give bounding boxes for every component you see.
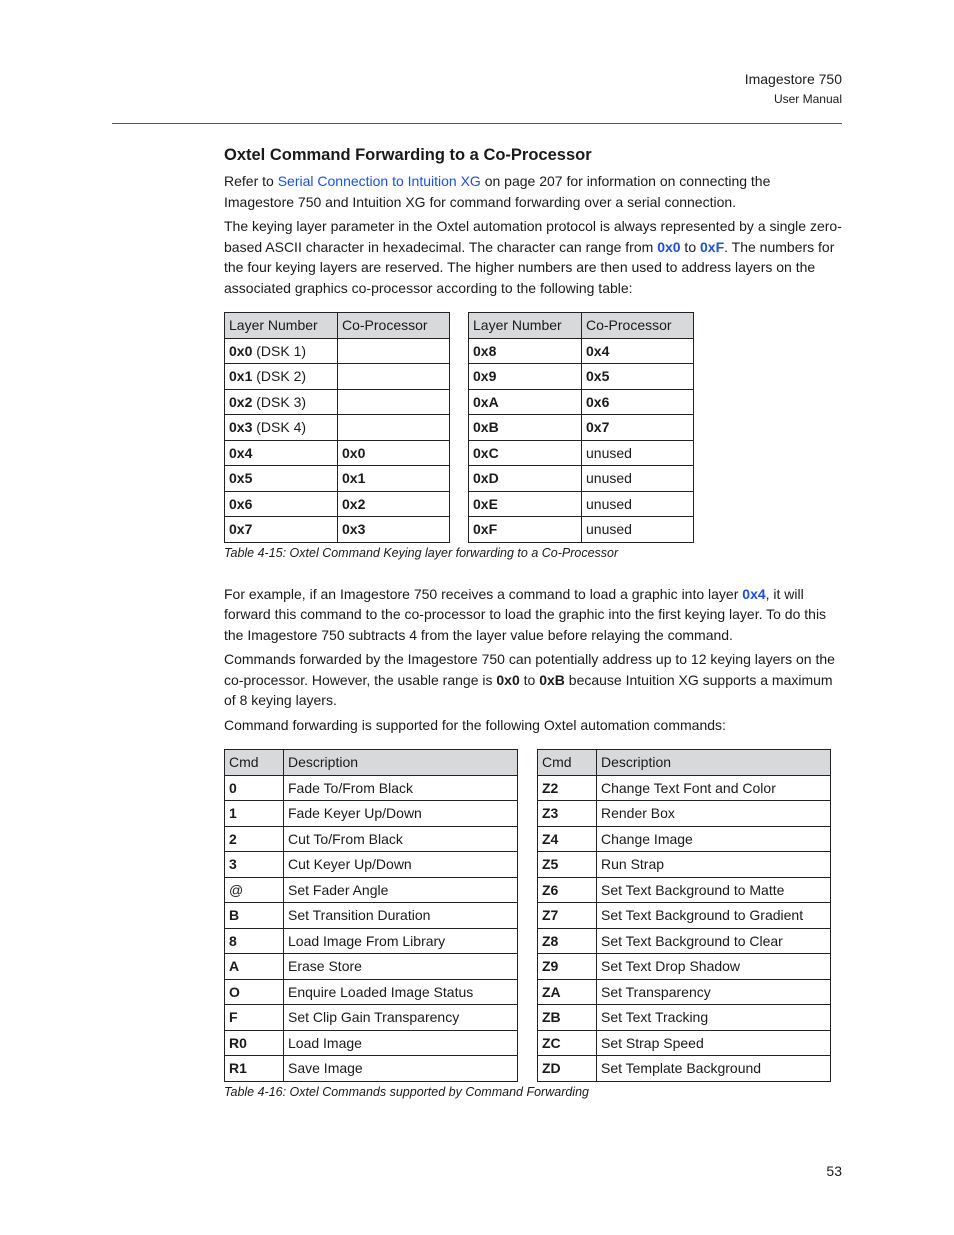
cell-value: 1 (229, 805, 237, 822)
cell-value: ZC (542, 1034, 561, 1051)
table-cell (225, 954, 284, 980)
cell-value: 0x7 (229, 521, 253, 538)
col-cmd: Cmd (538, 750, 597, 776)
table-cell (469, 491, 582, 517)
keying-text: The keying layer parameter in the Oxtel automation protocol is always represented by a single zero-based ASCII character in hexadecimal. The character can range from (224, 218, 842, 255)
cell-note: Enquire Loaded Image Status (288, 983, 474, 1000)
table-row (469, 364, 694, 390)
intro-text: Refer to (224, 173, 278, 189)
table-cell (597, 852, 831, 878)
table-cell (538, 877, 597, 903)
cell-value: 2 (229, 830, 237, 847)
table-cell (582, 466, 694, 492)
table-cell (597, 775, 831, 801)
table-cell (284, 826, 518, 852)
cell-value: 0x9 (473, 368, 497, 385)
cell-value: 0x3 (342, 521, 366, 538)
cell-value: @ (229, 881, 244, 898)
cell-note: Set Transition Duration (288, 907, 431, 924)
layer-table-right (468, 312, 694, 543)
cell-note: (DSK 1) (252, 342, 307, 359)
table-row (225, 928, 518, 954)
cell-value: B (229, 907, 240, 924)
table-cell (469, 440, 582, 466)
table-row (225, 517, 450, 543)
table-cell (582, 338, 694, 364)
cell-note: Set Text Drop Shadow (601, 958, 741, 975)
col-cmd: Cmd (225, 750, 284, 776)
table-cell (225, 928, 284, 954)
cell-value: 0x5 (229, 470, 253, 487)
intro-text-rest: on page 207 for information on connecting the Imagestore 750 and Intuition XG for command forwarding over a serial connection. (224, 173, 771, 210)
range-text: Commands forwarded by the Imagestore 750 can potentially address up to 12 keying layers on the co-processor. However, the usable range is (224, 651, 835, 688)
table-cell (538, 801, 597, 827)
cell-value: unused (586, 521, 632, 538)
cell-value: 8 (229, 932, 237, 949)
table-row (538, 775, 831, 801)
cell-note: Cut Keyer Up/Down (288, 856, 412, 873)
table-cell (597, 954, 831, 980)
cell-value: unused (586, 495, 632, 512)
table-row (225, 1030, 518, 1056)
table-row (538, 826, 831, 852)
table-cell (597, 801, 831, 827)
table-cell (225, 903, 284, 929)
table-cell (225, 415, 338, 441)
table-cell (338, 338, 450, 364)
cell-value: 0x7 (586, 419, 610, 436)
table-cell (284, 928, 518, 954)
cell-value: 0xC (473, 444, 499, 461)
cell-value: 0xD (473, 470, 499, 487)
table-cell (225, 1030, 284, 1056)
table-caption: Table 4-16: Oxtel Commands supported by Command Forwarding (224, 1084, 589, 1099)
table-row (469, 415, 694, 441)
table-cell (284, 852, 518, 878)
cell-note: Run Strap (601, 856, 665, 873)
cell-note: Set Clip Gain Transparency (288, 1009, 460, 1026)
cell-note: Set Template Background (601, 1060, 762, 1077)
table-cell (538, 1005, 597, 1031)
cell-note: Fade Keyer Up/Down (288, 805, 422, 822)
table-cell (338, 389, 450, 415)
table-cell (582, 491, 694, 517)
table-cell (582, 440, 694, 466)
hex-range-end: 0xB (539, 671, 565, 688)
cell-value: 0x8 (473, 342, 497, 359)
hex-range-start: 0x0 (496, 671, 520, 688)
table-cell (338, 466, 450, 492)
table-row (538, 852, 831, 878)
cell-note: Fade To/From Black (288, 779, 414, 796)
table-cell (225, 364, 338, 390)
cell-note: Set Strap Speed (601, 1034, 704, 1051)
cell-note: Cut To/From Black (288, 830, 403, 847)
table-cell (225, 775, 284, 801)
table-cell (469, 517, 582, 543)
table-cell (538, 852, 597, 878)
cell-value: 0xE (473, 495, 498, 512)
cell-value: 0xF (473, 521, 498, 538)
table-cell (338, 517, 450, 543)
table-row (538, 1030, 831, 1056)
table-cell (597, 1056, 831, 1082)
cell-value: 0x2 (342, 495, 366, 512)
cell-value: ZA (542, 983, 561, 1000)
table-cell (225, 466, 338, 492)
cell-value: Z4 (542, 830, 559, 847)
cell-value: 0x6 (229, 495, 253, 512)
cell-value: Z5 (542, 856, 559, 873)
cell-note: Change Text Font and Color (601, 779, 776, 796)
table-cell (338, 491, 450, 517)
cell-note: Set Text Background to Matte (601, 881, 785, 898)
col-description: Description (597, 750, 831, 776)
cell-value: 0xA (473, 393, 499, 410)
table-cell (582, 517, 694, 543)
table-cell (284, 1005, 518, 1031)
table-row (225, 877, 518, 903)
table-cell (284, 801, 518, 827)
table-cell (338, 440, 450, 466)
hex-0xF: 0xF (700, 238, 725, 255)
table-row (538, 928, 831, 954)
table-cell (225, 338, 338, 364)
range-to: to (519, 671, 540, 688)
cell-value: 0x1 (342, 470, 366, 487)
col-layer-number: Layer Number (225, 313, 338, 339)
command-table-right (537, 749, 831, 1082)
table-cell (225, 389, 338, 415)
table-row (538, 1005, 831, 1031)
cell-value: 0x1 (229, 368, 253, 385)
table-row (225, 801, 518, 827)
cell-value: 0x0 (342, 444, 366, 461)
page-number: 53 (826, 1163, 842, 1179)
col-co-processor: Co-Processor (582, 313, 694, 339)
cell-note: Set Fader Angle (288, 881, 389, 898)
cell-note: Erase Store (288, 958, 362, 975)
document-subtitle: User Manual (773, 92, 842, 106)
table-cell (538, 1030, 597, 1056)
table-cell (597, 1030, 831, 1056)
table-cell (469, 338, 582, 364)
table-cell (538, 903, 597, 929)
cell-value: 0x5 (586, 368, 610, 385)
cell-value: Z8 (542, 932, 559, 949)
cell-value: R0 (229, 1034, 247, 1051)
example-paragraph (224, 584, 842, 646)
table-cell (284, 877, 518, 903)
table-row (225, 903, 518, 929)
table-cell (284, 979, 518, 1005)
table-row (538, 954, 831, 980)
hex-0x0: 0x0 (657, 238, 681, 255)
cell-note: (DSK 4) (252, 419, 307, 436)
page-content (224, 146, 842, 1099)
table-cell (538, 1056, 597, 1082)
table-row (469, 517, 694, 543)
table-cell (284, 1056, 518, 1082)
range-paragraph (224, 649, 842, 711)
table-cell (538, 979, 597, 1005)
table-row (225, 466, 450, 492)
cell-value: Z6 (542, 881, 559, 898)
command-table-left (224, 749, 518, 1082)
table-row (225, 954, 518, 980)
table-row (469, 466, 694, 492)
table-cell (225, 1056, 284, 1082)
cell-value: Z9 (542, 958, 559, 975)
table-cell (538, 954, 597, 980)
table-cell (338, 364, 450, 390)
col-co-processor: Co-Processor (338, 313, 450, 339)
table-cell (225, 979, 284, 1005)
table-row (225, 338, 450, 364)
table-row (225, 826, 518, 852)
cell-value: 0x3 (229, 419, 253, 436)
table-row (225, 1056, 518, 1082)
table-cell (538, 928, 597, 954)
table-row (225, 852, 518, 878)
cell-note: (DSK 3) (252, 393, 307, 410)
table-cell (284, 954, 518, 980)
table-cell (284, 775, 518, 801)
table-cell (469, 364, 582, 390)
cell-value: unused (586, 470, 632, 487)
table-cell (597, 826, 831, 852)
keying-text-rest: . The numbers for the four keying layers are reserved. The higher numbers are then used to address layers on the associated graphics co-processor according to the following table: (224, 238, 835, 296)
table-cell (225, 801, 284, 827)
table-cell (225, 440, 338, 466)
table-row (538, 1056, 831, 1082)
table-row (225, 440, 450, 466)
table-row (538, 801, 831, 827)
table-row (469, 338, 694, 364)
cell-note: Set Text Background to Gradient (601, 907, 804, 924)
cell-value: ZB (542, 1009, 561, 1026)
table-cell (225, 1005, 284, 1031)
cell-note: Set Text Background to Clear (601, 932, 783, 949)
table-cell (225, 491, 338, 517)
cell-note: Render Box (601, 805, 675, 822)
cell-value: 0x0 (229, 342, 253, 359)
table-row (538, 877, 831, 903)
table-cell (225, 877, 284, 903)
cell-value: unused (586, 444, 632, 461)
table-cell (284, 1030, 518, 1056)
range-text-rest: because Intuition XG supports a maximum of 8 keying layers. (224, 671, 833, 708)
table-cell (538, 775, 597, 801)
table-cell (225, 517, 338, 543)
table-row (538, 979, 831, 1005)
table-cell (597, 877, 831, 903)
cell-value: 3 (229, 856, 237, 873)
table-cell (597, 979, 831, 1005)
support-paragraph: Command forwarding is supported for the following Oxtel automation commands: (224, 716, 726, 733)
table-row (225, 775, 518, 801)
table-row (469, 389, 694, 415)
table-cell (338, 415, 450, 441)
table-row (225, 979, 518, 1005)
keying-to: to (680, 238, 701, 255)
cell-value: 0 (229, 779, 237, 796)
cell-value: F (229, 1009, 238, 1026)
example-text: For example, if an Imagestore 750 receives a command to load a graphic into layer (224, 585, 743, 602)
cell-value: 0xB (473, 419, 499, 436)
cell-value: 0x4 (229, 444, 253, 461)
layer-tables (224, 312, 842, 543)
cell-note: Set Transparency (601, 983, 711, 1000)
example-text-rest: , it will forward this command to the co-processor to load the graphic into the first keying layer. To do this the Imagestore 750 subtracts 4 from the layer value before relaying the command. (224, 585, 827, 643)
layer-table-left (224, 312, 450, 543)
section-heading: Oxtel Command Forwarding to a Co-Processor (224, 146, 592, 164)
document-title: Imagestore 750 (744, 71, 842, 87)
cell-note: Load Image From Library (288, 932, 446, 949)
table-row (225, 1005, 518, 1031)
table-cell (597, 903, 831, 929)
cell-value: 0x6 (586, 393, 610, 410)
cell-value: O (229, 983, 240, 1000)
cell-note: Load Image (288, 1034, 362, 1051)
table-cell (469, 415, 582, 441)
cell-value: ZD (542, 1060, 561, 1077)
table-row (225, 491, 450, 517)
cell-value: 0x2 (229, 393, 253, 410)
table-cell (597, 928, 831, 954)
table-row (225, 364, 450, 390)
table-cell (582, 389, 694, 415)
cell-value: A (229, 958, 240, 975)
table-cell (469, 389, 582, 415)
table-cell (538, 826, 597, 852)
cell-note: Change Image (601, 830, 693, 847)
table-cell (284, 903, 518, 929)
table-row (469, 491, 694, 517)
command-tables (224, 749, 842, 1082)
col-description: Description (284, 750, 518, 776)
table-row (469, 440, 694, 466)
table-row (225, 389, 450, 415)
table-row (538, 903, 831, 929)
keying-paragraph (224, 216, 842, 298)
table-cell (582, 364, 694, 390)
table-row (225, 415, 450, 441)
table-cell (582, 415, 694, 441)
table-cell (597, 1005, 831, 1031)
hex-0x4: 0x4 (742, 585, 766, 602)
cell-note: Save Image (288, 1060, 363, 1077)
cell-value: Z2 (542, 779, 559, 796)
intro-paragraph (224, 171, 842, 212)
serial-connection-link[interactable]: Serial Connection to Intuition XG (277, 173, 481, 189)
cell-value: 0x4 (586, 342, 610, 359)
table-cell (469, 466, 582, 492)
table-caption: Table 4-15: Oxtel Command Keying layer forwarding to a Co-Processor (224, 545, 619, 560)
cell-note: (DSK 2) (252, 368, 307, 385)
col-layer-number: Layer Number (469, 313, 582, 339)
cell-value: Z7 (542, 907, 559, 924)
cell-value: Z3 (542, 805, 559, 822)
header-divider (112, 123, 842, 124)
cell-value: R1 (229, 1060, 247, 1077)
cell-note: Set Text Tracking (601, 1009, 709, 1026)
table-cell (225, 826, 284, 852)
table-cell (225, 852, 284, 878)
